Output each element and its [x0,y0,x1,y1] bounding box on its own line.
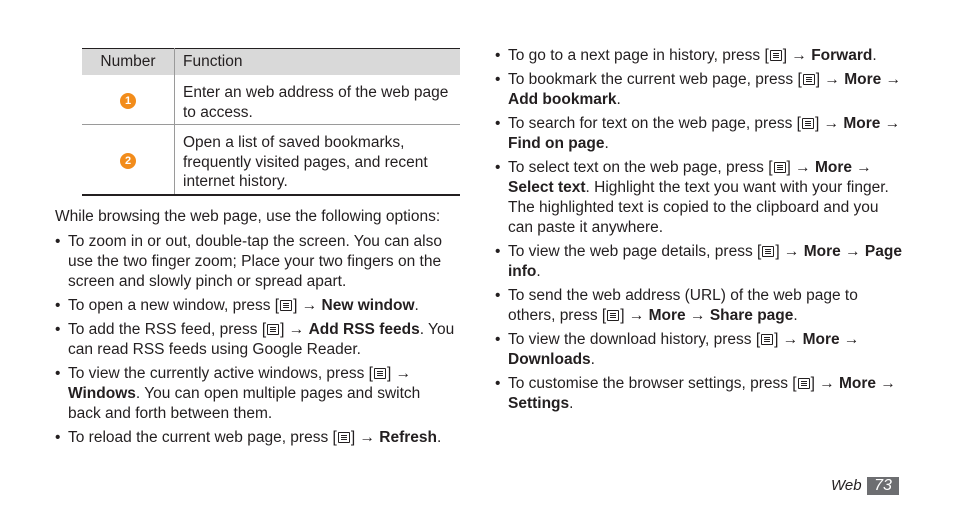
list-item: • To view the download history, press [ ] → More → Downloads. [495,330,905,370]
menu-key-icon [761,334,773,345]
menu-key-icon [802,118,814,129]
table-cell-function: Enter an web address of the web page to access. [175,75,461,125]
list-item: • To customise the browser settings, press [ ] → More → Settings. [495,374,905,414]
right-column [495,46,905,418]
table-row [82,75,460,125]
table-cell-function: Open a list of saved bookmarks, frequently visited pages, and recent internet history. [175,125,461,195]
list-item: • To view the web page details, press [ ] → More → Page info. [495,242,905,282]
menu-key-icon [280,300,292,311]
options-list-right [495,46,905,414]
list-item: • To view the currently active windows, press [ ] → Windows. You can open multiple pages and switch back and forth between them. [55,364,455,424]
menu-key-icon [770,50,782,61]
menu-key-icon [374,368,386,379]
list-item: • To bookmark the current web page, press [ ] → More → Add bookmark. [495,70,905,110]
table-header-row [82,49,460,76]
menu-key-icon [803,74,815,85]
list-item: • To select text on the web page, press [ ] → More → Select text. Highlight the text you want with your finger. The highlighted text is copied to the clipboard and you can paste it anywhere. [495,158,905,238]
table-header-number: Number [82,49,175,76]
list-item: • To go to a next page in history, press [ ] → Forward. [495,46,905,66]
list-item: • To send the web address (URL) of the web page to others, press [ ] → More → Share page. [495,286,905,326]
menu-key-icon [762,246,774,257]
options-list-left [55,232,455,448]
table-header-function: Function [175,49,461,76]
list-item: • To search for text on the web page, press [ ] → More → Find on page. [495,114,905,154]
table-row [82,125,460,195]
number-marker-icon: 1 [120,93,136,109]
table-cell-number [82,75,175,125]
page-number-badge: 73 [867,477,899,495]
list-item: • To open a new window, press [ ] → New window. [55,296,455,316]
menu-key-icon [338,432,350,443]
number-marker-icon: 2 [120,153,136,169]
intro-text: While browsing the web page, use the following options: [55,208,441,225]
footer-section-label: Web [831,477,862,494]
menu-key-icon [607,310,619,321]
list-item: • To zoom in or out, double-tap the screen. You can also use the two finger zoom; Place your two fingers on the screen and slowly pinch or spread apart. [55,232,455,292]
menu-key-icon [774,162,786,173]
table-cell-number [82,125,175,195]
left-column [55,207,455,452]
menu-key-icon [798,378,810,389]
function-table [82,48,460,196]
menu-key-icon [267,324,279,335]
list-item: • To add the RSS feed, press [ ] → Add RSS feeds. You can read RSS feeds using Google Reader. [55,320,455,360]
list-item: • To reload the current web page, press [ ] → Refresh. [55,428,455,448]
